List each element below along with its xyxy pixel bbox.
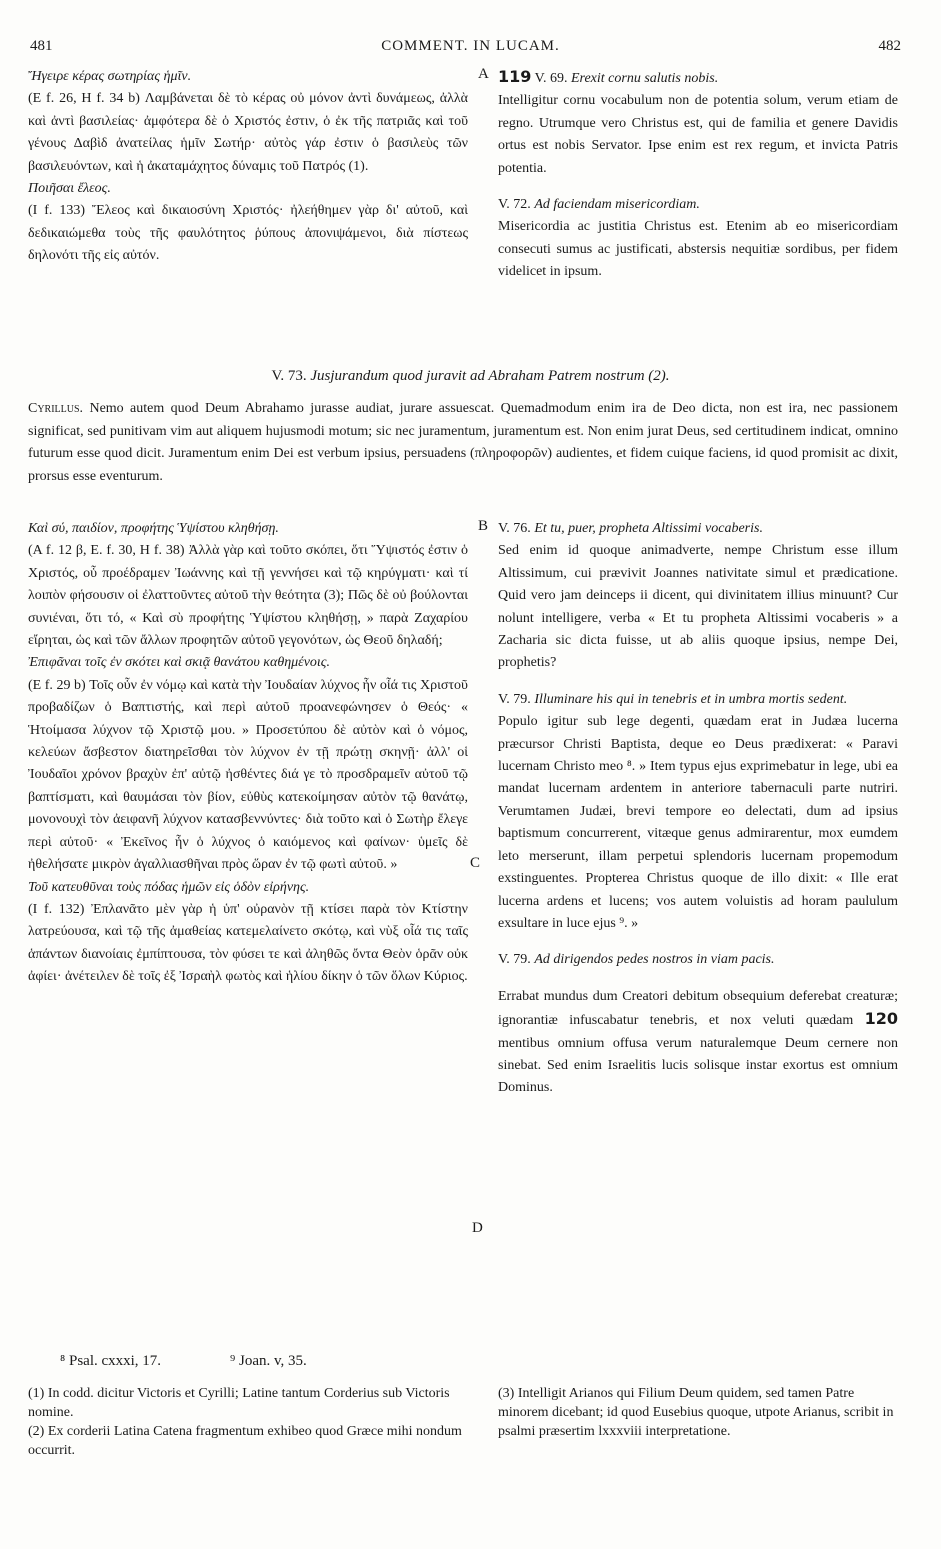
- verse-heading: [498, 689, 898, 711]
- scripture-note-9: ⁹ Joan. v, 35.: [230, 1353, 307, 1369]
- verse-number: V. 69.: [534, 71, 568, 86]
- verse-title: Ad dirigendos pedes nostros in viam pacis.: [534, 952, 775, 968]
- cyrillus-passage: [28, 398, 898, 488]
- verse-number: V. 72.: [498, 197, 531, 213]
- greek-lemma: Καὶ σύ, παιδίον, προφήτης Ὑψίστου κληθήσῃ.: [28, 521, 279, 536]
- verse-title: Erexit cornu salutis nobis.: [570, 71, 719, 86]
- greek-lemma: Ἤγειρε κέρας σωτηρίας ἡμῖν.: [28, 69, 192, 84]
- verse-heading: [498, 194, 898, 216]
- greek-paragraph: (I f. 133) Ἔλεος καὶ δικαιοσύνη Χριστός· ἠλεήθημεν γὰρ δι' αὐτοῦ, καὶ δεδικαιώμεθα τοὺς τῆς φαυλότητος ῥύπους ἀπονιψάμενοι, διὰ πίστεως δηλονότι τῆς εἰς αὐτόν.: [28, 203, 468, 264]
- verse-title: Illuminare his qui in tenebris et in umbra mortis sedent.: [534, 691, 848, 707]
- verse-title: Et tu, puer, propheta Altissimi vocaberis.: [534, 521, 763, 536]
- running-title: COMMENT. IN LUCAM.: [381, 38, 560, 54]
- latin-paragraph: Populo igitur sub lege degenti, quædam erat in Judæa lucerna præcursor Christi Baptista, deque eo Deus prædixerat: « Paravi lucernam Christo meo ⁸. » Item typus ejus exprimebatur in lege, ubi ea mandat lucernam ardentem in anteriore tabernaculi parte nutriri. Verumtamen Judæi, brevi tempore eo delectati, dum ad ipsius baptismum concurrerent, vitæque genus admirarentur, mox eumdem leto merserunt, illam perpetui splendoris lucernam propemodum exstinguentes. Propterea Christus quoque de illo dixit: « Ille erat lucerna ardens et lucens; vos autem voluistis ad horam paululum exsultare in luce ejus ⁹. »: [498, 714, 898, 931]
- greek-paragraph: (E f. 29 b) Τοῖς οὖν ἐν νόμῳ καὶ κατὰ τὴν Ἰουδαίαν λύχνος ἦν οἷά τις Χριστοῦ προβαδίζων ὁ Βαπτιστής, καὶ περὶ αὐτοῦ προανεφώνησεν ὁ Θεός· « Ἡτοίμασα λύχνον τῷ Χριστῷ μου. » Προσετύπου δὲ αὐτὸν καὶ ὁ νόμος, κελεύων ἄσβεστον διατηρεῖσθαι τὸν λύχνον ἐν τῇ πρώτῃ σκηνῇ· ἀλλ' οἱ Ἰουδαῖοι χρόνον βραχὺν ἐπ' αὐτῷ ἠσθέντες διά γε τὸ προσδραμεῖν αὐτοῦ τῷ βαπτίσματι, καὶ θαυμάσαι τὸν βίον, εὐθὺς κατεκοίμησαν αὐτὸν τῷ θανάτῳ, μονονουχὶ τὸν ἀειφανῆ λύχνον κατασβεννύντες· διὰ τοῦτο καὶ ὁ Σωτὴρ ἔλεγε περὶ αὐτοῦ· « Ἐκεῖνος ἦν ὁ λύχνος ὁ καιόμενος καὶ φαίνων· ὑμεῖς δὲ ἠθελήσατε μικρὸν ἀγαλλιασθῆναι πρὸς ὥραν ἐν τῷ φωτὶ αὐτοῦ. »: [28, 677, 468, 873]
- greek-paragraph: (I f. 132) Ἐπλανᾶτο μὲν γὰρ ἡ ὑπ' οὐρανὸν τῇ κτίσει παρὰ τὸν Κτίστην λατρεύουσα, καὶ τῷ τῆς ἀμαθείας κατεμελαίνετο σκότῳ, καὶ νὺξ οἷά τις ταῖς ἁπάντων διανοίαις ἐμπίπτουσα, τὸν φύσει τε καὶ ἀληθῶς ὄντα Θεὸν ὁρᾶν οὐκ ἀφίει· ἀνέτειλεν δὲ τοῖς ἐξ Ἰσραὴλ φωτὸς καὶ ἡλίου δίκην ὁ τῶν ὅλων Κύριος.: [28, 901, 468, 985]
- right-page-number: 482: [878, 38, 901, 54]
- verse-number: V. 79.: [498, 952, 531, 968]
- verse-heading: [498, 66, 898, 90]
- author-name: Cyrillus.: [28, 401, 84, 416]
- greek-column-bottom: [28, 518, 468, 989]
- greek-lemma: Τοῦ κατευθῦναι τοὺς πόδας ἡμῶν εἰς ὁδὸν εἰρήνης.: [28, 879, 310, 895]
- greek-paragraph: (E f. 26, H f. 34 b) Λαμβάνεται δὲ τὸ κέρας οὐ μόνον ἀντὶ δυνάμεως, ἀλλὰ καὶ ἀντὶ βασιλείας· ἀμφότερα δὲ ὁ Χριστός ἐστιν, ὁ ἐκ τῆς πατριᾶς καὶ τοῦ γένους Δαβὶδ ἀνατείλας ἡμῖν Σωτήρ· αὐτὸς γάρ ἐστιν ὁ βασιλεὺς τῶν βασιλευόντων, καὶ ἡ ἀκαταμάχητος δύναμις τοῦ Πατρός (1).: [28, 91, 468, 174]
- margin-letter-a: A: [478, 66, 489, 82]
- latin-paragraph: [498, 986, 898, 1100]
- column-number: 120: [864, 1009, 898, 1029]
- margin-letter-b: B: [478, 518, 489, 534]
- left-page-number: 481: [30, 38, 53, 54]
- scripture-note-8: ⁸ Psal. cxxxi, 17.: [60, 1353, 162, 1369]
- verse-heading: [498, 518, 898, 540]
- footnote: (3) Intelligit Arianos qui Filium Deum quidem, sed tamen Patre minorem dicebant; id quod Eusebius quoque, utpote Arianus, scribit in psalmi præsertim lxxxviii interpretatione.: [498, 1386, 894, 1439]
- latin-paragraph: Sed enim id quoque animadverte, nempe Christum esse illum Altissimum, cui prævivit Joannes nativitate simul et prædicatione. Quid vero jam deinceps ii dicent, qui divinitatem illius minuunt? Cur nolunt intelligere, verba « Et tu propheta Altissimi vocaberis » a Zacharia sic dicta fuisse, ut ab aliis quoque ipsius, nempe Dei, prophetis?: [498, 543, 898, 671]
- footnotes-right: [498, 1384, 898, 1441]
- verse-heading: [498, 949, 898, 971]
- latin-paragraph: Intelligitur cornu vocabulum non de potentia solum, verum etiam de regno. Utrumque vero Christus est, qui de familia et genere Davidis ortus est nobis Servator. Ipse enim est rex regum, et invicta Patris potentia.: [498, 93, 898, 176]
- footnotes-left: [28, 1384, 468, 1460]
- greek-column-top: [28, 66, 468, 268]
- greek-lemma: Ἐπιφᾶναι τοῖς ἐν σκότει καὶ σκιᾷ θανάτου καθημένοις.: [28, 655, 330, 671]
- verse-title: Jusjurandum quod juravit ad Abraham Patrem nostrum (2).: [310, 368, 670, 384]
- greek-paragraph: (A f. 12 β, E. f. 30, H f. 38) Ἀλλὰ γὰρ καὶ τοῦτο σκόπει, ὅτι Ὕψιστός ἐστιν ὁ Χριστός, οὗ προέδραμεν Ἰωάννης καὶ τῇ γεννήσει καὶ τῷ κηρύγματι· καὶ τί λοιπὸν φήσουσιν οἱ ἐλαττοῦντες αὐτοῦ τὴν θεότητα (3); Πῶς δὲ οὐ βούλονται συνιέναι, ὅτι τό, « Καὶ σὺ προφήτης Ὑψίστου κληθήσῃ, » παρὰ Ζαχαρίου εἴρηται, ὡς καὶ τῶν ἄλλων προφητῶν αὐτοῦ γεγονότων, ὡς Θεοῦ δηλαδή;: [28, 543, 468, 649]
- verse-number: V. 76.: [498, 521, 531, 536]
- greek-lemma: Ποιῆσαι ἔλεος.: [28, 181, 111, 197]
- column-number: 119: [498, 67, 532, 86]
- margin-letter-d: D: [472, 1220, 483, 1236]
- verse-number: V. 79.: [498, 691, 531, 707]
- footnote: (2) Ex corderii Latina Catena fragmentum exhibeo quod Græce mihi nondum occurrit.: [28, 1424, 462, 1458]
- latin-column-top: [498, 66, 898, 284]
- margin-letter-c: C: [470, 855, 481, 871]
- footnote: (1) In codd. dicitur Victoris et Cyrilli; Latine tantum Corderius sub Victoris nomine.: [28, 1386, 450, 1420]
- latin-text: mentibus omnium offusa verum naturalemque Deum cernere non sinebat. Sed enim Israelitis lucis solisque instar exortus est omnium Dominus.: [498, 1035, 898, 1096]
- latin-text: Errabat mundus dum Creatori debitum obsequium deferebat creaturæ; ignorantiæ infuscabatur tenebris, et nox veluti quædam: [498, 988, 898, 1029]
- latin-column-bottom: [498, 518, 898, 1100]
- verse-heading-73: [0, 368, 941, 385]
- verse-title: Ad faciendam misericordiam.: [534, 197, 700, 213]
- latin-paragraph: Misericordia ac justitia Christus est. Etenim ab eo misericordiam consecuti sumus ac justificati, abstersis nequitiæ sordibus, per fidem videlicet in ipsum.: [498, 219, 898, 280]
- verse-number: V. 73.: [271, 368, 307, 384]
- latin-paragraph: Nemo autem quod Deum Abrahamo jurasse audiat, jurare assuescat. Quemadmodum enim ira de Deo dicta, non est ira, nec passionem significat, sed punitivam vim aut aliquem hujusmodi motum; sic nec juramentum, juramentum est. Non enim jurat Deus, sed certitudinem indicat, omnino futurum esse quod dicit. Juramentum enim Dei est verbum ipsius, persuadens (πληροφορῶν) audientes, et fidem cuique faciens, id quod promisit ac dixit, prorsus esse eventurum.: [28, 401, 899, 484]
